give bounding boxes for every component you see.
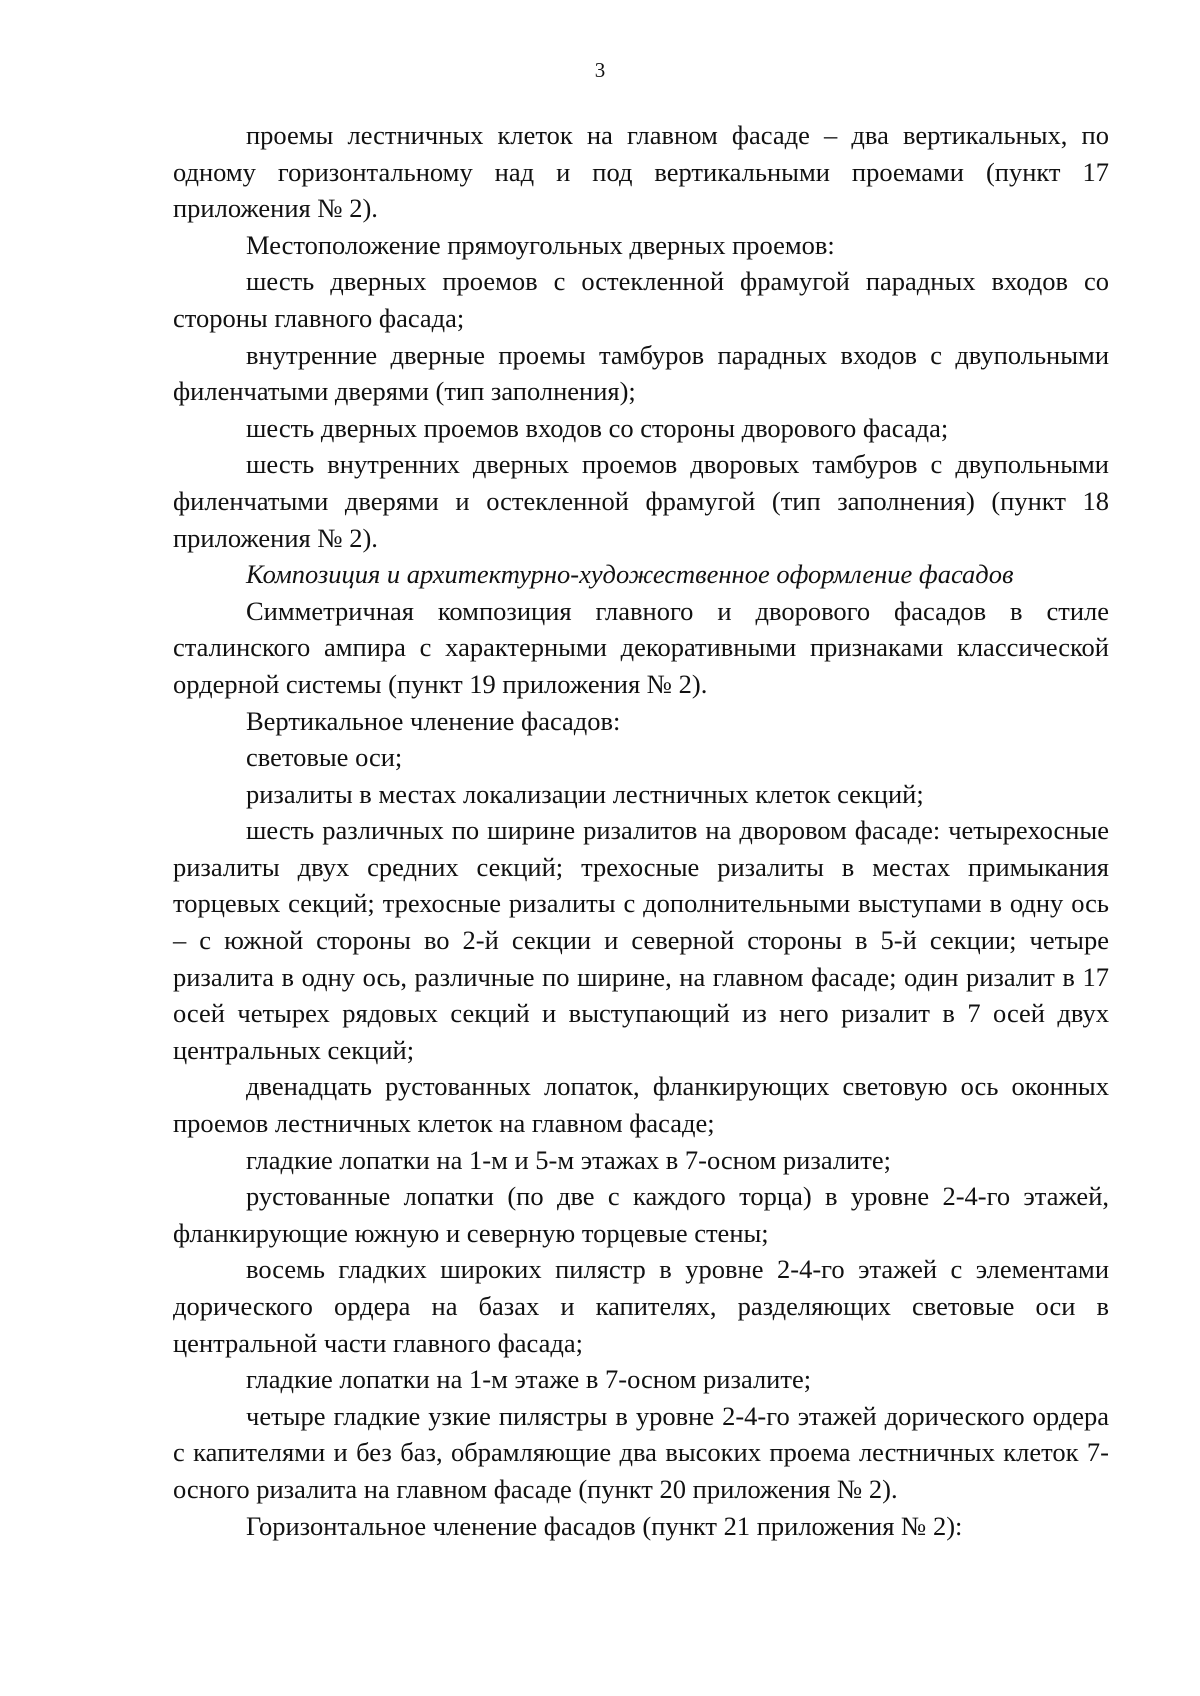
paragraph: Горизонтальное членение фасадов (пункт 21 приложения № 2):	[246, 1510, 963, 1541]
paragraph: световые оси;	[246, 742, 403, 773]
paragraph: гладкие лопатки на 1-м и 5-м этажах в 7-осном ризалите;	[246, 1144, 891, 1175]
paragraph: проемы лестничных клеток на главном фасаде – два вертикальных, по одному горизонтальному над и под вертикальными проемами (пункт 17 приложения № 2).	[173, 120, 1109, 224]
paragraph: рустованные лопатки (по две с каждого торца) в уровне 2-4-го этажей, фланкирующие южную и северную торцевые стены;	[173, 1181, 1109, 1248]
paragraph: гладкие лопатки на 1-м этаже в 7-осном ризалите;	[246, 1364, 812, 1395]
paragraph: Местоположение прямоугольных дверных проемов:	[246, 229, 835, 260]
paragraph: двенадцать рустованных лопаток, фланкирующих световую ось оконных проемов лестничных клеток на главном фасаде;	[173, 1071, 1109, 1139]
section-heading: Композиция и архитектурно-художественное оформление фасадов	[246, 559, 1014, 590]
document-body	[173, 117, 1109, 1544]
paragraph: Вертикальное членение фасадов:	[246, 705, 621, 736]
paragraph: Симметричная композиция главного и дворового фасадов в стиле сталинского ампира с характерными декоративными признаками классической ордерной системы (пункт 19 приложения № 2).	[173, 595, 1109, 699]
paragraph: шесть дверных проемов входов со стороны дворового фасада;	[246, 412, 949, 443]
paragraph: четыре гладкие узкие пилястры в уровне 2-4-го этажей дорического ордера с капителями и без баз, обрамляющие два высоких проема лестничных клеток 7-осного ризалита на главном фасаде (пункт 20 приложения № 2).	[173, 1400, 1109, 1504]
paragraph: шесть внутренних дверных проемов дворовых тамбуров с двупольными филенчатыми дверями и остекленной фрамугой (тип заполнения) (пункт 18 приложения № 2).	[173, 449, 1109, 553]
page-number: 3	[594, 58, 606, 82]
paragraph: восемь гладких широких пилястр в уровне 2-4-го этажей с элементами дорического ордера на базах и капителях, разделяющих световые оси в центральной части главного фасада;	[173, 1254, 1109, 1358]
paragraph: шесть дверных проемов с остекленной фрамугой парадных входов со стороны главного фасада;	[173, 266, 1109, 333]
paragraph: внутренние дверные проемы тамбуров парадных входов с двупольными филенчатыми дверями (тип заполнения);	[173, 339, 1109, 407]
paragraph: шесть различных по ширине ризалитов на дворовом фасаде: четырехосные ризалиты двух средних секций; трехосные ризалиты в местах примыкания торцевых секций; трехосные ризалиты с дополнительными выступами в одну ось – с южной стороны во 2-й секции и северной стороны в 5-й секции; четыре ризалита в одну ось, различные по ширине, на главном фасаде; один ризалит в 17 осей четырех рядовых секций и выступающий из него ризалит в 7 осей двух центральных секций;	[173, 815, 1109, 1065]
paragraph: ризалиты в местах локализации лестничных клеток секций;	[246, 778, 924, 809]
